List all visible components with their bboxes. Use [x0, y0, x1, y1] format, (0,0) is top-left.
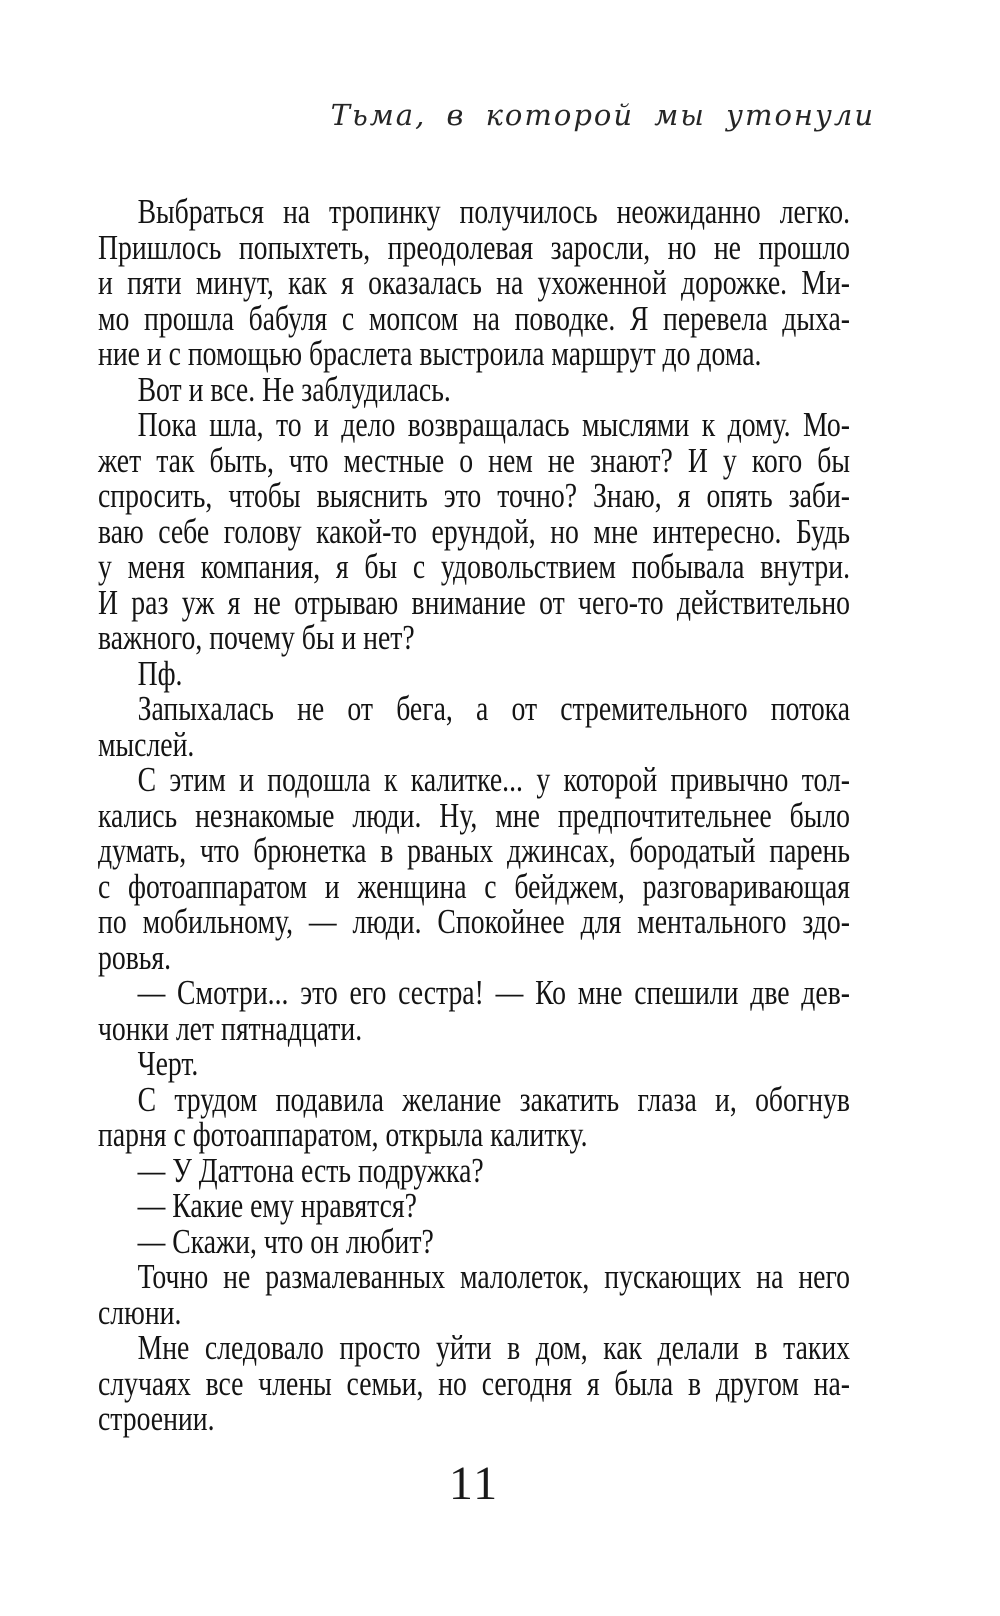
text-line: мо прошла бабуля с мопсом на поводке. Я перевела дыха-: [98, 298, 851, 338]
page-number: 11: [448, 1457, 500, 1510]
paragraph: [98, 762, 850, 975]
text-line: важного, почему бы и нет?: [98, 618, 415, 657]
paragraph: [98, 407, 850, 656]
text-line: парня с фотоаппаратом, открыла калитку.: [98, 1115, 588, 1154]
paragraph: [98, 1259, 850, 1330]
text-line: чонки лет пятнадцати.: [98, 1008, 363, 1048]
text-line: Запыхалась не от бега, а от стремительного потока: [137, 689, 851, 728]
paragraph: [98, 1046, 850, 1082]
text-line: С этим и подошла к калитке... у которой привычно тол-: [137, 760, 851, 799]
paragraph: [98, 653, 850, 693]
text-line: — У Даттона есть подружка?: [137, 1150, 484, 1190]
text-line: Пф.: [137, 653, 183, 693]
text-line: ваю себе голову какой-то ерундой, но мне интересно. Будь: [98, 511, 851, 551]
paragraph: [98, 1150, 850, 1190]
text-line: кались незнакомые люди. Ну, мне предпочтительнее было: [98, 795, 851, 835]
text-line: строении.: [98, 1399, 215, 1438]
paragraph: [98, 1188, 850, 1224]
text-line: и пяти минут, как я оказалась на ухоженной дорожке. Ми-: [98, 263, 851, 302]
text-line: И раз уж я не отрываю внимание от чего-то действительно: [98, 582, 851, 622]
text-line: думать, что брюнетка в рваных джинсах, бородатый парень: [98, 831, 851, 870]
text-line: Пока шла, то и дело возвращалась мыслями к дому. Мо-: [137, 405, 851, 444]
paragraph: [98, 369, 850, 409]
text-line: случаях все члены семьи, но сегодня я была в другом на-: [98, 1363, 851, 1403]
text-line: спросить, чтобы выяснить это точно? Знаю, я опять заби-: [98, 476, 851, 515]
text-line: — Смотри... это его сестра! — Ко мне спешили две дев-: [137, 973, 851, 1012]
text-line: по мобильному, — люди. Спокойнее для ментального здо-: [98, 902, 851, 941]
text-line: Вот и все. Не заблудилась.: [137, 369, 451, 409]
paragraph: [98, 1330, 850, 1437]
text-line: ровья.: [98, 937, 172, 977]
text-line: Мне следовало просто уйти в дом, как делали в таких: [137, 1328, 851, 1367]
text-line: С трудом подавила желание закатить глаза и, обогнув: [137, 1079, 851, 1119]
paragraph: [98, 1221, 850, 1261]
text-line: — Скажи, что он любит?: [137, 1221, 434, 1261]
text-line: с фотоаппаратом и женщина с бейджем, разговаривающая: [98, 866, 851, 906]
text-block: [98, 194, 850, 1437]
text-line: — Какие ему нравятся?: [137, 1186, 417, 1225]
text-line: ние и с помощью браслета выстроила маршрут до дома.: [98, 334, 762, 373]
text-line: Черт.: [137, 1044, 199, 1083]
paragraph: [98, 194, 850, 372]
running-head: Тьма, в которой мы утонули: [330, 98, 875, 132]
text-line: у меня компания, я бы с удовольствием побывала внутри.: [98, 547, 851, 586]
text-line: Точно не размалеванных малолеток, пускающих на него: [137, 1257, 851, 1296]
text-line: слюни.: [98, 1292, 182, 1332]
text-line: жет так быть, что местные о нем не знают? И у кого бы: [98, 440, 851, 480]
paragraph: [98, 691, 850, 762]
text-line: Пришлось попыхтеть, преодолевая заросли, но не прошло: [98, 227, 851, 267]
text-line: Выбраться на тропинку получилось неожиданно легко.: [137, 192, 851, 231]
paragraph: [98, 1079, 851, 1154]
text-line: мыслей.: [98, 724, 195, 764]
paragraph: [98, 975, 850, 1046]
